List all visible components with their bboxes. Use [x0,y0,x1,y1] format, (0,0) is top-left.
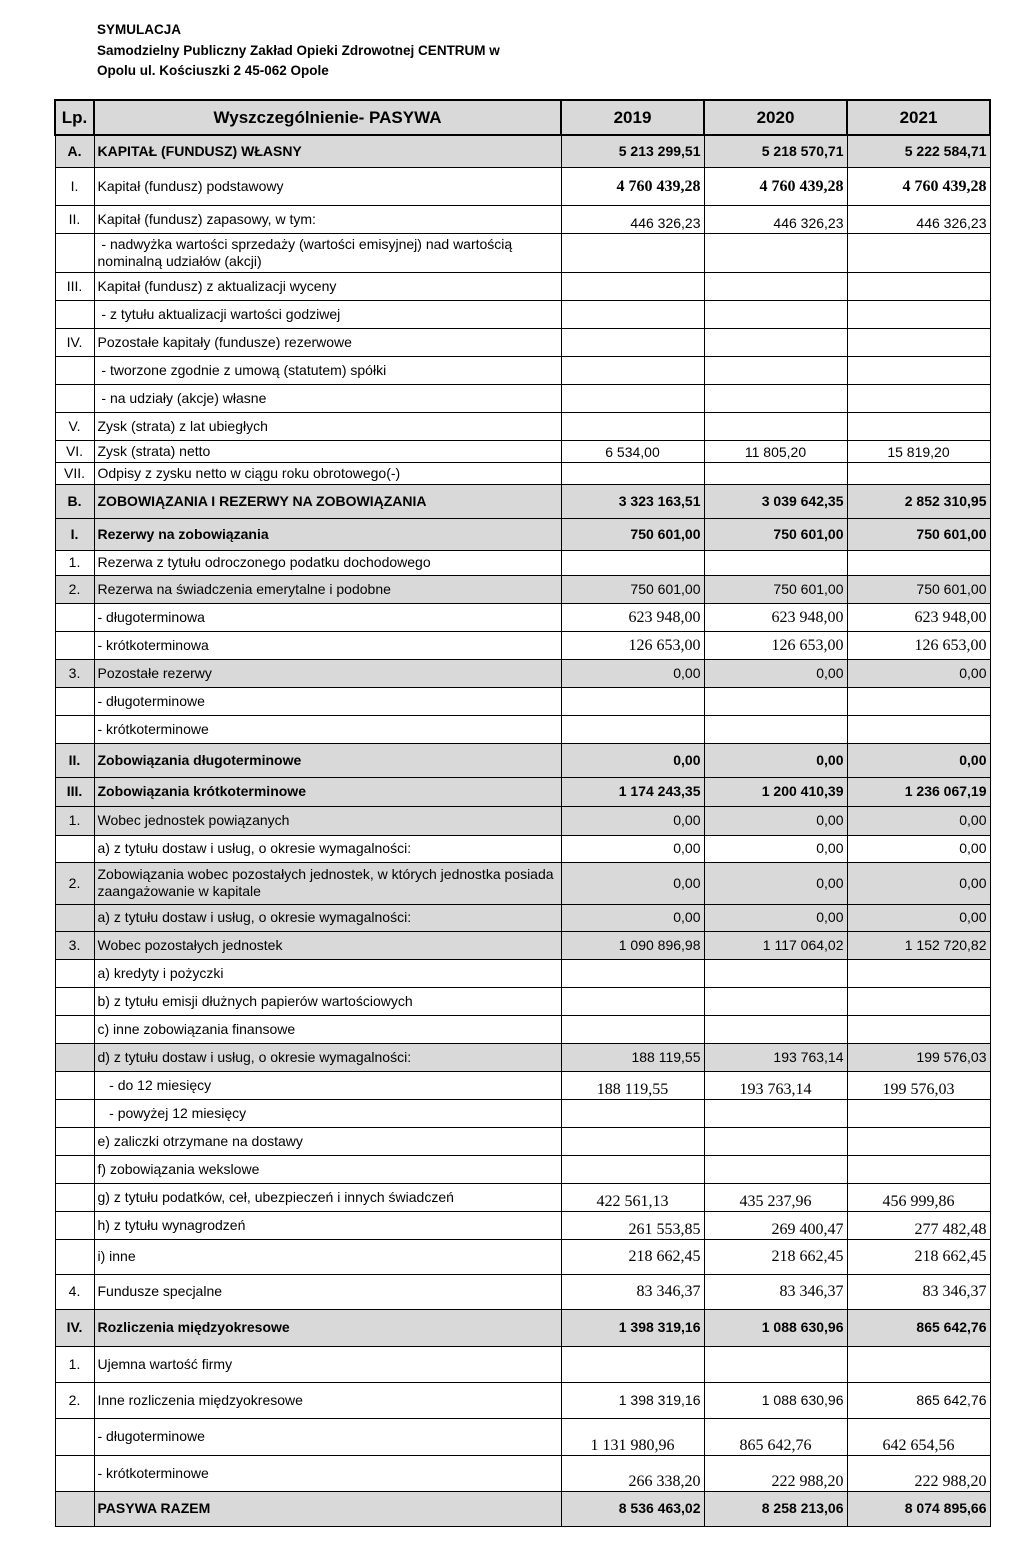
cell-2019: 126 653,00 [561,631,704,659]
cell-2020: 0,00 [704,835,847,862]
table-row [55,835,990,862]
cell-2019: 83 346,37 [561,1274,704,1309]
cell-2019: 623 948,00 [561,603,704,631]
cell-2019: 422 561,13 [561,1183,704,1211]
row-description: Pozostałe rezerwy [94,659,561,687]
row-description: - długoterminowa [94,603,561,631]
cell-2019 [561,687,704,715]
cell-2019 [561,300,704,328]
cell-2020 [704,987,847,1015]
row-description: - do 12 miesięcy [94,1071,561,1099]
cell-2021: 623 948,00 [847,603,990,631]
row-description: a) z tytułu dostaw i usług, o okresie wymagalności: [94,835,561,862]
cell-2019 [561,1127,704,1155]
row-lp [55,715,94,743]
cell-2020 [704,1127,847,1155]
cell-2020: 0,00 [704,806,847,835]
cell-2019: 188 119,55 [561,1071,704,1099]
table-row [55,1346,990,1382]
cell-2020 [704,715,847,743]
table-row [55,1043,990,1071]
cell-2021 [847,687,990,715]
cell-2019: 261 553,85 [561,1211,704,1239]
column-header-2020: 2020 [704,100,847,135]
cell-2021: 83 346,37 [847,1274,990,1309]
row-description: Zobowiązania krótkoterminowe [94,777,561,806]
row-description: c) inne zobowiązania finansowe [94,1015,561,1043]
cell-2020: 193 763,14 [704,1071,847,1099]
table-row [55,659,990,687]
row-description: d) z tytułu dostaw i usług, o okresie wymagalności: [94,1043,561,1071]
table-row [55,135,990,167]
cell-2020 [704,959,847,987]
cell-2019 [561,356,704,384]
row-description: Kapitał (fundusz) z aktualizacji wyceny [94,272,561,300]
table-row [55,1274,990,1309]
row-lp: II. [55,743,94,777]
row-lp [55,1071,94,1099]
row-description: Odpisy z zysku netto w ciągu roku obrotowego(-) [94,462,561,484]
row-description: KAPITAŁ (FUNDUSZ) WŁASNY [94,135,561,167]
cell-2021: 750 601,00 [847,518,990,550]
cell-2021 [847,1015,990,1043]
row-description: Pozostałe kapitały (fundusze) rezerwowe [94,328,561,356]
cell-2021 [847,550,990,575]
document-header [97,20,500,82]
table-row [55,300,990,328]
header-line-3: Opolu ul. Kościuszki 2 45-062 Opole [97,63,329,78]
row-lp [55,1211,94,1239]
row-description: Wobec jednostek powiązanych [94,806,561,835]
cell-2019 [561,384,704,412]
table-row [55,987,990,1015]
cell-2020: 750 601,00 [704,575,847,603]
table-row [55,1418,990,1455]
cell-2021: 0,00 [847,806,990,835]
table-row [55,1382,990,1418]
row-description: Kapitał (fundusz) podstawowy [94,167,561,205]
cell-2019: 0,00 [561,806,704,835]
row-description: Ujemna wartość firmy [94,1346,561,1382]
cell-2019: 266 338,20 [561,1455,704,1491]
cell-2020: 1 088 630,96 [704,1382,847,1418]
cell-2021 [847,1155,990,1183]
cell-2019 [561,233,704,272]
cell-2020: 11 805,20 [704,440,847,462]
column-header-2019: 2019 [561,100,704,135]
row-lp [55,1043,94,1071]
table-row [55,806,990,835]
cell-2021: 8 074 895,66 [847,1491,990,1526]
table-row [55,328,990,356]
cell-2020 [704,328,847,356]
cell-2019: 6 534,00 [561,440,704,462]
table-row [55,743,990,777]
cell-2020: 126 653,00 [704,631,847,659]
cell-2021: 0,00 [847,862,990,904]
row-description: - powyżej 12 miesięcy [94,1099,561,1127]
table-row [55,384,990,412]
cell-2021 [847,300,990,328]
row-lp: 2. [55,575,94,603]
row-lp: 3. [55,931,94,959]
row-description: e) zaliczki otrzymane na dostawy [94,1127,561,1155]
row-lp [55,1455,94,1491]
cell-2021: 277 482,48 [847,1211,990,1239]
column-header-description: Wyszczególnienie- PASYWA [94,100,561,135]
cell-2019: 0,00 [561,862,704,904]
cell-2020: 1 200 410,39 [704,777,847,806]
table-row [55,777,990,806]
cell-2021: 0,00 [847,835,990,862]
cell-2020 [704,687,847,715]
row-lp [55,687,94,715]
cell-2020: 1 117 064,02 [704,931,847,959]
row-description: - długoterminowe [94,687,561,715]
cell-2021 [847,959,990,987]
cell-2019: 750 601,00 [561,575,704,603]
cell-2020 [704,356,847,384]
table-row [55,1015,990,1043]
row-lp: 3. [55,659,94,687]
cell-2020: 218 662,45 [704,1239,847,1274]
cell-2020: 269 400,47 [704,1211,847,1239]
cell-2020: 435 237,96 [704,1183,847,1211]
cell-2021: 456 999,86 [847,1183,990,1211]
cell-2019 [561,550,704,575]
cell-2020 [704,1155,847,1183]
cell-2020: 750 601,00 [704,518,847,550]
table-row [55,631,990,659]
row-description: h) z tytułu wynagrodzeń [94,1211,561,1239]
row-description: - tworzone zgodnie z umową (statutem) spółki [94,356,561,384]
row-lp [55,1015,94,1043]
table-row [55,1071,990,1099]
row-description: - nadwyżka wartości sprzedaży (wartości emisyjnej) nad wartością nominalną udziałów (akcji) [94,233,561,272]
table-row [55,603,990,631]
cell-2021: 199 576,03 [847,1043,990,1071]
cell-2021: 750 601,00 [847,575,990,603]
header-line-2: Samodzielny Publiczny Zakład Opieki Zdrowotnej CENTRUM w [97,42,500,58]
cell-2020 [704,272,847,300]
row-lp: I. [55,167,94,205]
row-lp: 1. [55,806,94,835]
cell-2021 [847,1099,990,1127]
table-row [55,484,990,518]
column-header-lp: Lp. [55,100,94,135]
row-lp: III. [55,777,94,806]
row-description: f) zobowiązania wekslowe [94,1155,561,1183]
cell-2020 [704,384,847,412]
row-lp [55,631,94,659]
row-lp [55,384,94,412]
row-description: Fundusze specjalne [94,1274,561,1309]
row-description: - z tytułu aktualizacji wartości godziwej [94,300,561,328]
row-lp [55,1127,94,1155]
table-row [55,167,990,205]
row-lp: II. [55,205,94,233]
table-row [55,1127,990,1155]
table-row [55,1211,990,1239]
row-lp: V. [55,412,94,440]
cell-2019: 1 131 980,96 [561,1418,704,1455]
cell-2021: 0,00 [847,743,990,777]
cell-2021: 15 819,20 [847,440,990,462]
cell-2020: 0,00 [704,862,847,904]
row-description: - krótkoterminowa [94,631,561,659]
table-row [55,356,990,384]
table-row [55,1099,990,1127]
table-row [55,1239,990,1274]
table-row [55,518,990,550]
cell-2019: 0,00 [561,659,704,687]
cell-2019: 0,00 [561,743,704,777]
row-lp [55,233,94,272]
cell-2021: 446 326,23 [847,205,990,233]
cell-2019: 750 601,00 [561,518,704,550]
row-description: Rezerwa na świadczenia emerytalne i podobne [94,575,561,603]
cell-2020: 0,00 [704,659,847,687]
table-row [55,715,990,743]
row-lp [55,1155,94,1183]
row-lp [55,1491,94,1526]
cell-2020 [704,412,847,440]
cell-2020: 0,00 [704,743,847,777]
cell-2019 [561,328,704,356]
cell-2021: 222 988,20 [847,1455,990,1491]
row-lp: VII. [55,462,94,484]
cell-2021: 865 642,76 [847,1382,990,1418]
table-row [55,575,990,603]
cell-2021 [847,233,990,272]
cell-2020: 3 039 642,35 [704,484,847,518]
table-row [55,1491,990,1526]
table-row [55,931,990,959]
row-description: Rezerwy na zobowiązania [94,518,561,550]
cell-2021: 865 642,76 [847,1309,990,1346]
row-description: - długoterminowe [94,1418,561,1455]
cell-2021 [847,272,990,300]
cell-2019: 3 323 163,51 [561,484,704,518]
cell-2021 [847,412,990,440]
row-lp: IV. [55,1309,94,1346]
table-row [55,205,990,233]
cell-2019: 1 398 319,16 [561,1309,704,1346]
cell-2020: 1 088 630,96 [704,1309,847,1346]
table-row [55,687,990,715]
table-row [55,1455,990,1491]
cell-2021 [847,384,990,412]
row-description: - krótkoterminowe [94,1455,561,1491]
cell-2020 [704,1346,847,1382]
table-row [55,233,990,272]
row-lp [55,987,94,1015]
cell-2020 [704,1099,847,1127]
cell-2020 [704,300,847,328]
cell-2020: 623 948,00 [704,603,847,631]
table-row [55,1309,990,1346]
row-description: Rozliczenia międzyokresowe [94,1309,561,1346]
cell-2021 [847,328,990,356]
cell-2021: 642 654,56 [847,1418,990,1455]
table-row [55,462,990,484]
row-description: PASYWA RAZEM [94,1491,561,1526]
cell-2021: 1 152 720,82 [847,931,990,959]
row-lp [55,959,94,987]
cell-2020 [704,1015,847,1043]
row-lp [55,1183,94,1211]
row-lp: VI. [55,440,94,462]
cell-2019: 218 662,45 [561,1239,704,1274]
row-description: ZOBOWIĄZANIA I REZERWY NA ZOBOWIĄZANIA [94,484,561,518]
cell-2021 [847,1127,990,1155]
row-lp [55,356,94,384]
cell-2021: 4 760 439,28 [847,167,990,205]
row-description: Zobowiązania długoterminowe [94,743,561,777]
cell-2019 [561,1015,704,1043]
cell-2019 [561,272,704,300]
cell-2019 [561,987,704,1015]
row-lp [55,300,94,328]
cell-2019: 8 536 463,02 [561,1491,704,1526]
cell-2019 [561,412,704,440]
table-row [55,904,990,931]
cell-2019 [561,1099,704,1127]
cell-2019 [561,1155,704,1183]
row-lp [55,603,94,631]
row-description: a) kredyty i pożyczki [94,959,561,987]
row-description: Kapitał (fundusz) zapasowy, w tym: [94,205,561,233]
row-lp [55,1239,94,1274]
cell-2019: 0,00 [561,904,704,931]
cell-2019 [561,959,704,987]
row-lp: 1. [55,1346,94,1382]
cell-2020 [704,550,847,575]
row-lp: 2. [55,862,94,904]
row-lp: 2. [55,1382,94,1418]
cell-2020: 193 763,14 [704,1043,847,1071]
row-lp: III. [55,272,94,300]
row-description: g) z tytułu podatków, ceł, ubezpieczeń i innych świadczeń [94,1183,561,1211]
table-row [55,412,990,440]
row-lp: 4. [55,1274,94,1309]
cell-2020: 4 760 439,28 [704,167,847,205]
cell-2021 [847,715,990,743]
cell-2019 [561,1346,704,1382]
cell-2021: 218 662,45 [847,1239,990,1274]
row-lp: IV. [55,328,94,356]
header-line-1: SYMULACJA [97,22,182,37]
row-lp: B. [55,484,94,518]
row-description: Wobec pozostałych jednostek [94,931,561,959]
cell-2020 [704,462,847,484]
cell-2019: 188 119,55 [561,1043,704,1071]
cell-2019: 1 398 319,16 [561,1382,704,1418]
row-lp: 1. [55,550,94,575]
cell-2019: 4 760 439,28 [561,167,704,205]
row-lp: I. [55,518,94,550]
table-row [55,1155,990,1183]
row-description: i) inne [94,1239,561,1274]
table-row [55,272,990,300]
row-description: Zobowiązania wobec pozostałych jednostek, w których jednostka posiada zaangażowanie w kapitale [94,862,561,904]
table-row [55,440,990,462]
column-header-2021: 2021 [847,100,990,135]
row-description: a) z tytułu dostaw i usług, o okresie wymagalności: [94,904,561,931]
row-description: - na udziały (akcje) własne [94,384,561,412]
cell-2021: 126 653,00 [847,631,990,659]
row-description: Zysk (strata) z lat ubiegłych [94,412,561,440]
row-description: b) z tytułu emisji dłużnych papierów wartościowych [94,987,561,1015]
cell-2020: 0,00 [704,904,847,931]
cell-2021: 1 236 067,19 [847,777,990,806]
table-row [55,1183,990,1211]
row-lp [55,835,94,862]
cell-2021: 0,00 [847,659,990,687]
row-lp [55,1418,94,1455]
cell-2019: 0,00 [561,835,704,862]
cell-2019: 446 326,23 [561,205,704,233]
cell-2021 [847,1346,990,1382]
cell-2020: 8 258 213,06 [704,1491,847,1526]
cell-2021 [847,462,990,484]
cell-2020: 5 218 570,71 [704,135,847,167]
cell-2021 [847,356,990,384]
cell-2019: 1 174 243,35 [561,777,704,806]
cell-2021: 0,00 [847,904,990,931]
cell-2020: 222 988,20 [704,1455,847,1491]
table-header-row [55,100,990,135]
cell-2020: 865 642,76 [704,1418,847,1455]
cell-2019: 5 213 299,51 [561,135,704,167]
cell-2021 [847,987,990,1015]
row-lp: A. [55,135,94,167]
table-row [55,959,990,987]
row-description: - krótkoterminowe [94,715,561,743]
row-lp [55,904,94,931]
table-row [55,550,990,575]
cell-2020 [704,233,847,272]
cell-2021: 2 852 310,95 [847,484,990,518]
cell-2021: 199 576,03 [847,1071,990,1099]
cell-2019: 1 090 896,98 [561,931,704,959]
row-description: Zysk (strata) netto [94,440,561,462]
row-lp [55,1099,94,1127]
cell-2019 [561,715,704,743]
row-description: Inne rozliczenia międzyokresowe [94,1382,561,1418]
cell-2020: 446 326,23 [704,205,847,233]
cell-2019 [561,462,704,484]
table-row [55,862,990,904]
liabilities-table [54,99,991,1527]
cell-2021: 5 222 584,71 [847,135,990,167]
row-description: Rezerwa z tytułu odroczonego podatku dochodowego [94,550,561,575]
cell-2020: 83 346,37 [704,1274,847,1309]
